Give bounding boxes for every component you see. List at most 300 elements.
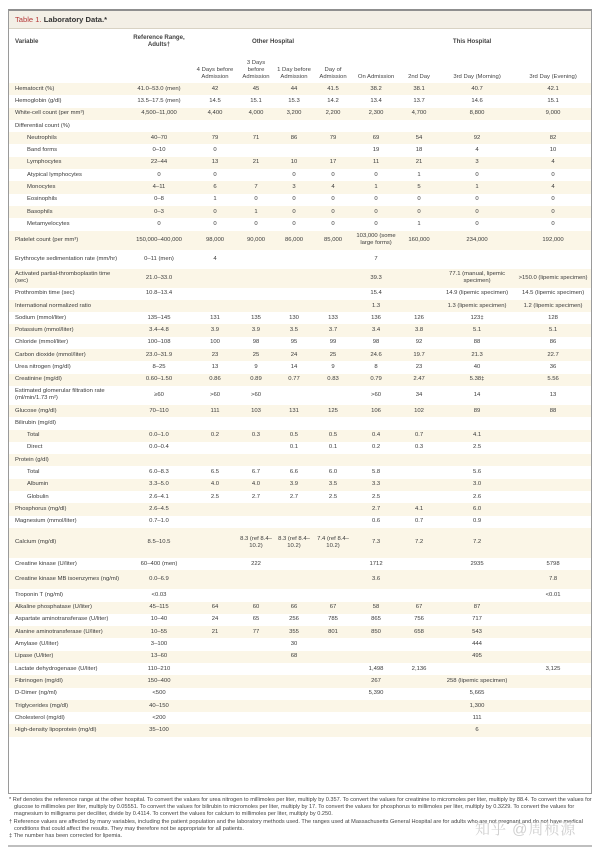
row-value-cell: 45 bbox=[237, 83, 275, 95]
row-value-cell bbox=[237, 724, 275, 736]
row-value-cell: 267 bbox=[353, 675, 399, 687]
row-value-cell: 1,300 bbox=[439, 700, 515, 712]
row-value-cell bbox=[275, 663, 313, 675]
table-row bbox=[9, 589, 591, 601]
row-value-cell bbox=[313, 712, 353, 724]
row-value-cell bbox=[237, 120, 275, 132]
row-value-cell: 14.6 bbox=[471, 97, 483, 104]
row-value-cell bbox=[399, 675, 439, 687]
row-value-cell: 4,400 bbox=[193, 108, 237, 120]
row-value-cell: 14.9 (lipemic specimen) bbox=[445, 290, 509, 297]
row-variable-name: Protein (g/dl) bbox=[9, 454, 125, 466]
row-value-cell: 4.0 bbox=[193, 479, 237, 491]
row-reference-range: 35–100 bbox=[125, 724, 193, 736]
row-variable-name: Bilirubin (mg/dl) bbox=[15, 419, 56, 426]
row-value-cell bbox=[193, 503, 237, 515]
row-variable-name: Creatine kinase MB isoenzymes (ng/ml) bbox=[9, 570, 125, 589]
row-value-cell: 6.0 bbox=[439, 503, 515, 515]
row-variable-name: Differential count (%) bbox=[15, 122, 70, 129]
row-value-cell: 6 bbox=[439, 724, 515, 736]
row-value-cell bbox=[193, 570, 237, 589]
row-value-cell: 44 bbox=[275, 83, 313, 95]
row-variable-name: Globulin bbox=[27, 493, 49, 500]
row-value-cell bbox=[353, 700, 399, 712]
laboratory-data-table bbox=[9, 29, 591, 737]
row-value-cell: 717 bbox=[472, 616, 482, 623]
row-value-cell: 111 bbox=[472, 714, 482, 721]
row-value-cell bbox=[399, 688, 439, 700]
row-value-cell: 2.5 bbox=[472, 444, 482, 451]
row-value-cell: 444 bbox=[472, 641, 482, 648]
row-value-cell: 21.3 bbox=[439, 349, 515, 361]
row-value-cell: 10 bbox=[275, 157, 313, 169]
row-value-cell bbox=[275, 688, 313, 700]
table-row bbox=[9, 570, 591, 589]
row-value-cell: 13.7 bbox=[413, 97, 425, 104]
header-spacer bbox=[9, 53, 125, 83]
header-reference-range: Reference Range, Adults† bbox=[133, 34, 185, 48]
row-value-cell: 5.1 bbox=[515, 324, 591, 336]
row-value-cell: 131 bbox=[275, 405, 313, 417]
row-value-cell: 0 bbox=[551, 171, 555, 178]
table-row bbox=[9, 626, 591, 638]
row-reference-range: 13–60 bbox=[125, 651, 193, 663]
header-other-hospital: Other Hospital bbox=[252, 37, 295, 45]
row-value-cell: 0.89 bbox=[237, 374, 275, 386]
row-variable-name: Direct bbox=[27, 444, 43, 451]
row-value-cell bbox=[515, 120, 591, 132]
row-value-cell: 130 bbox=[289, 314, 299, 321]
row-value-cell: 111 bbox=[193, 405, 237, 417]
row-value-cell: 9 bbox=[254, 363, 258, 370]
row-reference-range: 41.0–53.0 (men) bbox=[125, 83, 193, 95]
row-value-cell bbox=[399, 589, 439, 601]
row-value-cell: 234,000 bbox=[439, 231, 515, 250]
row-value-cell bbox=[515, 675, 591, 687]
row-value-cell bbox=[399, 269, 439, 288]
row-value-cell: 30 bbox=[290, 641, 298, 648]
row-value-cell bbox=[313, 386, 353, 405]
row-value-cell: 40 bbox=[473, 363, 481, 370]
row-value-cell: 103,000 (some large forms) bbox=[353, 231, 399, 250]
row-value-cell: 92 bbox=[415, 339, 423, 346]
row-value-cell: >60 bbox=[251, 391, 261, 398]
row-value-cell bbox=[439, 663, 515, 675]
row-reference-range: 40–150 bbox=[125, 700, 193, 712]
table-row bbox=[9, 651, 591, 663]
row-value-cell: 850 bbox=[353, 626, 399, 638]
row-value-cell bbox=[193, 724, 237, 736]
table-row bbox=[9, 430, 591, 442]
row-value-cell: 7.8 bbox=[515, 570, 591, 589]
row-value-cell: 3.4 bbox=[353, 324, 399, 336]
row-value-cell: 0.2 bbox=[371, 444, 381, 451]
row-value-cell bbox=[193, 288, 237, 300]
row-value-cell: 0 bbox=[475, 171, 479, 178]
row-reference-range: <200 bbox=[152, 714, 166, 721]
row-variable-name: Metamyelocytes bbox=[27, 220, 70, 227]
row-value-cell: 40.7 bbox=[439, 83, 515, 95]
row-variable-name: Lymphocytes bbox=[9, 157, 125, 169]
row-value-cell: 0.79 bbox=[353, 374, 399, 386]
row-value-cell: 54 bbox=[399, 132, 439, 144]
row-value-cell: 0 bbox=[313, 206, 353, 218]
row-value-cell bbox=[193, 269, 237, 288]
table-row bbox=[9, 95, 591, 107]
header-col-2nd-day: 2nd Day bbox=[408, 74, 431, 80]
table-row bbox=[9, 231, 591, 250]
row-value-cell bbox=[515, 417, 591, 429]
row-value-cell: 5,665 bbox=[469, 690, 485, 697]
row-value-cell bbox=[237, 516, 275, 528]
row-value-cell: 86,000 bbox=[275, 231, 313, 250]
row-value-cell: 13 bbox=[211, 363, 219, 370]
footnote-conversions: * Ref denotes the reference range at the other hospital. To convert the values for urea nitrogen to millimoles per liter, multiply by 0.357. To convert the values for creatinine to micromoles per liter, multiply by 88.4. To convert the values for glucose to millimoles per liter, multiply by 0.05551. To convert the values for bilirubin to micromoles per liter, multiply by 17. To convert the values for phosphorus to millimoles per liter, multiply by 0.3229. To convert the values for magnesium to milligrams per deciliter, divide by 0.4114. To convert the values for calcium to millimoles per liter, multiply by 0.250. bbox=[9, 797, 592, 818]
table-row bbox=[9, 700, 591, 712]
table-row bbox=[9, 288, 591, 300]
row-value-cell: 0 bbox=[275, 206, 313, 218]
header-row-columns bbox=[9, 53, 591, 83]
row-variable-name: Albumin bbox=[9, 479, 125, 491]
row-reference-range: 60–400 (men) bbox=[140, 560, 178, 567]
row-reference-range: 0–10 bbox=[152, 147, 166, 154]
row-value-cell bbox=[439, 250, 515, 269]
row-reference-range: 21.0–33.0 bbox=[125, 269, 193, 288]
row-value-cell: 7.4 (ref 8.4–10.2) bbox=[313, 528, 353, 558]
row-value-cell: 0 bbox=[213, 147, 217, 154]
row-reference-range: 4–11 bbox=[125, 181, 193, 193]
row-value-cell: 88 bbox=[473, 339, 481, 346]
row-value-cell bbox=[399, 466, 439, 478]
row-value-cell bbox=[515, 614, 591, 626]
row-value-cell: 3 bbox=[439, 157, 515, 169]
row-reference-range: 110–210 bbox=[147, 665, 171, 672]
row-reference-range: <0.03 bbox=[151, 591, 167, 598]
row-value-cell: 5 bbox=[399, 181, 439, 193]
row-value-cell: 2.7 bbox=[353, 503, 399, 515]
row-value-cell bbox=[237, 454, 275, 466]
row-value-cell: 7.3 bbox=[353, 528, 399, 558]
row-value-cell: 18 bbox=[415, 147, 423, 154]
row-variable-name: Sodium (mmol/liter) bbox=[15, 314, 67, 321]
row-reference-range: ≥60 bbox=[154, 391, 164, 398]
row-value-cell bbox=[275, 558, 313, 570]
row-value-cell: 543 bbox=[439, 626, 515, 638]
row-variable-name: International normalized ratio bbox=[9, 300, 125, 312]
row-value-cell: 98 bbox=[252, 339, 260, 346]
row-value-cell bbox=[193, 712, 237, 724]
row-value-cell bbox=[193, 663, 237, 675]
row-value-cell: 801 bbox=[313, 626, 353, 638]
row-variable-name: Activated partial-thromboplastin time (sec) bbox=[9, 269, 125, 288]
row-value-cell: 1 bbox=[353, 181, 399, 193]
row-variable-name: Phosphorus (mg/dl) bbox=[9, 503, 125, 515]
table-title-bar bbox=[9, 11, 591, 29]
row-value-cell: 0.5 bbox=[275, 430, 313, 442]
row-value-cell: >60 bbox=[371, 391, 382, 398]
row-value-cell: 3.9 bbox=[193, 324, 237, 336]
row-value-cell: 0 bbox=[515, 206, 591, 218]
row-value-cell: 1.3 (lipemic specimen) bbox=[439, 300, 515, 312]
row-value-cell: 14.5 bbox=[209, 97, 221, 104]
row-value-cell bbox=[399, 120, 439, 132]
row-value-cell bbox=[275, 675, 313, 687]
header-col-on-admission: On Admission bbox=[357, 74, 395, 80]
row-value-cell bbox=[353, 724, 399, 736]
row-value-cell bbox=[313, 503, 353, 515]
table-row bbox=[9, 337, 591, 349]
row-value-cell: 42 bbox=[193, 83, 237, 95]
row-value-cell bbox=[515, 491, 591, 503]
row-value-cell: 9,000 bbox=[515, 108, 591, 120]
row-value-cell: 14.5 (lipemic specimen) bbox=[521, 290, 585, 297]
row-value-cell: 125 bbox=[313, 405, 353, 417]
row-value-cell bbox=[353, 589, 399, 601]
row-value-cell: 0 bbox=[292, 171, 296, 178]
row-value-cell: 14 bbox=[290, 363, 298, 370]
row-value-cell: 92 bbox=[439, 132, 515, 144]
row-variable-name: Eosinophils bbox=[27, 196, 58, 203]
row-variable-name: Creatine kinase (U/liter) bbox=[15, 560, 77, 567]
row-value-cell: 79 bbox=[193, 132, 237, 144]
row-value-cell: 0.2 bbox=[193, 430, 237, 442]
row-reference-range: 8–25 bbox=[152, 363, 166, 370]
row-value-cell bbox=[399, 638, 439, 650]
row-value-cell bbox=[237, 675, 275, 687]
row-reference-range: 23.0–31.9 bbox=[125, 349, 193, 361]
row-value-cell: 21 bbox=[237, 157, 275, 169]
table-row bbox=[9, 144, 591, 156]
row-value-cell: 24 bbox=[275, 349, 313, 361]
row-value-cell: 8.3 (ref 8.4–10.2) bbox=[275, 528, 313, 558]
row-value-cell bbox=[399, 250, 439, 269]
row-value-cell bbox=[313, 570, 353, 589]
row-reference-range: 10.8–13.4 bbox=[145, 290, 173, 297]
table-row bbox=[9, 454, 591, 466]
row-value-cell: 0 bbox=[331, 220, 335, 227]
row-value-cell bbox=[353, 417, 399, 429]
row-value-cell bbox=[399, 712, 439, 724]
row-value-cell: 0 bbox=[353, 206, 399, 218]
row-value-cell: 133 bbox=[328, 314, 338, 321]
row-variable-name: Total bbox=[9, 430, 125, 442]
row-value-cell: 785 bbox=[328, 616, 338, 623]
row-value-cell: 3.0 bbox=[439, 479, 515, 491]
row-value-cell: 0.5 bbox=[313, 430, 353, 442]
table-row bbox=[9, 491, 591, 503]
row-variable-name: Creatinine (mg/dl) bbox=[9, 374, 125, 386]
row-value-cell bbox=[313, 417, 353, 429]
row-value-cell: 4,000 bbox=[237, 108, 275, 120]
row-value-cell: 6 bbox=[193, 181, 237, 193]
row-value-cell: 2.5 bbox=[371, 493, 381, 500]
row-value-cell bbox=[275, 144, 313, 156]
bottom-divider bbox=[8, 845, 592, 847]
table-row bbox=[9, 181, 591, 193]
row-value-cell: 5,390 bbox=[368, 690, 384, 697]
row-reference-range: 10–40 bbox=[150, 616, 168, 623]
row-variable-name: Monocytes bbox=[9, 181, 125, 193]
row-value-cell: 0.4 bbox=[353, 430, 399, 442]
row-reference-range bbox=[125, 120, 193, 132]
row-value-cell: 2,136 bbox=[411, 665, 427, 672]
row-value-cell: 77.1 (manual, lipemic specimen) bbox=[439, 269, 515, 288]
row-value-cell bbox=[399, 491, 439, 503]
table-row bbox=[9, 528, 591, 558]
row-value-cell: 24 bbox=[211, 616, 219, 623]
row-value-cell: 1.2 (lipemic specimen) bbox=[515, 300, 591, 312]
row-value-cell: 0 bbox=[439, 206, 515, 218]
row-value-cell: 2.47 bbox=[399, 374, 439, 386]
row-reference-range: 22–44 bbox=[125, 157, 193, 169]
row-value-cell: <0.01 bbox=[545, 591, 561, 598]
row-value-cell: 0 bbox=[254, 196, 258, 203]
row-value-cell: 0 bbox=[475, 220, 479, 227]
footnote-lipemia: ‡ The number has been corrected for lipemia. bbox=[9, 833, 123, 840]
row-reference-range: 70–110 bbox=[125, 405, 193, 417]
header-row-groups bbox=[9, 29, 591, 53]
row-value-cell: 3.5 bbox=[313, 479, 353, 491]
row-value-cell bbox=[275, 570, 313, 589]
row-variable-name: Platelet count (per mm³) bbox=[9, 231, 125, 250]
row-variable-name: Lactate dehydrogenase (U/liter) bbox=[15, 665, 98, 672]
row-value-cell: 3.5 bbox=[275, 324, 313, 336]
row-value-cell bbox=[275, 454, 313, 466]
row-value-cell: 11 bbox=[353, 157, 399, 169]
row-value-cell bbox=[313, 269, 353, 288]
table-row bbox=[9, 405, 591, 417]
row-variable-name: Prothrombin time (sec) bbox=[15, 290, 75, 297]
table-row bbox=[9, 675, 591, 687]
row-value-cell bbox=[193, 528, 237, 558]
row-value-cell: 4.1 bbox=[399, 503, 439, 515]
row-value-cell: 13 bbox=[549, 391, 557, 398]
row-value-cell bbox=[313, 250, 353, 269]
row-value-cell: 0 bbox=[374, 196, 378, 203]
row-reference-range: 6.0–8.3 bbox=[149, 469, 169, 476]
row-value-cell: 3,200 bbox=[275, 108, 313, 120]
row-variable-name: D-Dimer (ng/ml) bbox=[15, 690, 57, 697]
row-value-cell bbox=[237, 570, 275, 589]
row-reference-range: 4,500–11,000 bbox=[125, 108, 193, 120]
row-value-cell: 38.1 bbox=[399, 83, 439, 95]
row-value-cell: 7 bbox=[237, 181, 275, 193]
row-value-cell bbox=[193, 651, 237, 663]
row-value-cell: 1712 bbox=[369, 560, 383, 567]
row-value-cell: 25 bbox=[237, 349, 275, 361]
row-value-cell: 7 bbox=[374, 255, 378, 262]
row-variable-name: Fibrinogen (mg/dl) bbox=[9, 675, 125, 687]
row-value-cell bbox=[515, 724, 591, 736]
table-row bbox=[9, 269, 591, 288]
row-variable-name: Glucose (mg/dl) bbox=[9, 405, 125, 417]
row-value-cell: >150.0 (lipemic specimen) bbox=[515, 269, 591, 288]
row-value-cell bbox=[515, 712, 591, 724]
row-value-cell: 14 bbox=[473, 391, 481, 398]
row-value-cell: 1 bbox=[417, 220, 421, 227]
footnote-reference-values: † Reference values are affected by many variables, including the patient population and the laboratory methods used. The ranges used at Massachusetts General Hospital are for adults who are not pregnant and do not have medical conditions that could affect the results. They may therefore not be appropriate for all patients. bbox=[9, 818, 583, 832]
table-row bbox=[9, 663, 591, 675]
row-variable-name: Total bbox=[27, 469, 40, 476]
row-value-cell: 2.7 bbox=[289, 493, 299, 500]
row-value-cell: 106 bbox=[353, 405, 399, 417]
row-value-cell bbox=[275, 269, 313, 288]
row-variable-name: Chloride (mmol/liter) bbox=[15, 339, 69, 346]
row-value-cell: 1 bbox=[213, 196, 217, 203]
row-value-cell bbox=[313, 688, 353, 700]
row-value-cell bbox=[515, 528, 591, 558]
row-value-cell bbox=[515, 516, 591, 528]
row-value-cell bbox=[515, 700, 591, 712]
row-value-cell: 0 bbox=[374, 171, 378, 178]
row-value-cell: 88 bbox=[515, 405, 591, 417]
row-variable-name: High-density lipoprotein (mg/dl) bbox=[9, 724, 125, 736]
table-row bbox=[9, 361, 591, 373]
row-value-cell: 4 bbox=[313, 181, 353, 193]
header-col-3rd-day-evening: 3rd Day (Evening) bbox=[529, 74, 577, 80]
table-row bbox=[9, 324, 591, 336]
row-value-cell: 0.83 bbox=[313, 374, 353, 386]
row-value-cell: 66 bbox=[275, 602, 313, 614]
row-value-cell bbox=[515, 479, 591, 491]
row-value-cell: 21 bbox=[193, 626, 237, 638]
table-row bbox=[9, 386, 591, 405]
row-value-cell: 0.6 bbox=[371, 518, 381, 525]
table-number: Table 1. bbox=[15, 15, 42, 24]
table-row bbox=[9, 374, 591, 386]
row-value-cell: 0 bbox=[213, 220, 217, 227]
row-value-cell bbox=[237, 589, 275, 601]
row-value-cell: 87 bbox=[439, 602, 515, 614]
row-value-cell: 256 bbox=[289, 616, 299, 623]
row-value-cell bbox=[275, 386, 313, 405]
table-row bbox=[9, 349, 591, 361]
row-value-cell: 3 bbox=[275, 181, 313, 193]
row-value-cell: 0.7 bbox=[399, 430, 439, 442]
row-value-cell bbox=[399, 724, 439, 736]
row-value-cell bbox=[399, 479, 439, 491]
row-value-cell bbox=[237, 700, 275, 712]
row-variable-name: White-cell count (per mm³) bbox=[9, 108, 125, 120]
row-value-cell bbox=[237, 638, 275, 650]
row-value-cell bbox=[515, 688, 591, 700]
row-value-cell bbox=[399, 558, 439, 570]
row-value-cell: 23 bbox=[415, 363, 423, 370]
header-col-4-days-before: 4 Days before Admission bbox=[196, 67, 234, 80]
row-value-cell bbox=[353, 638, 399, 650]
row-value-cell: 0 bbox=[399, 206, 439, 218]
table-row bbox=[9, 442, 591, 454]
row-value-cell bbox=[237, 651, 275, 663]
row-value-cell bbox=[193, 442, 237, 454]
table-row bbox=[9, 516, 591, 528]
row-value-cell: 160,000 bbox=[399, 231, 439, 250]
row-value-cell: 5.8 bbox=[371, 469, 381, 476]
row-value-cell: 4.1 bbox=[439, 430, 515, 442]
row-variable-name: Neutrophils bbox=[9, 132, 125, 144]
row-value-cell: 86 bbox=[549, 339, 557, 346]
table-row bbox=[9, 218, 591, 230]
row-value-cell: 4.0 bbox=[237, 479, 275, 491]
table-row bbox=[9, 417, 591, 429]
row-value-cell: 135 bbox=[251, 314, 261, 321]
watermark: 知乎 @周桢源 bbox=[475, 821, 577, 838]
row-value-cell bbox=[275, 516, 313, 528]
header-this-hospital: This Hospital bbox=[452, 37, 492, 45]
row-variable-name: Triglycerides (mg/dl) bbox=[9, 700, 125, 712]
row-value-cell bbox=[399, 300, 439, 312]
row-value-cell: 0 bbox=[213, 171, 217, 178]
